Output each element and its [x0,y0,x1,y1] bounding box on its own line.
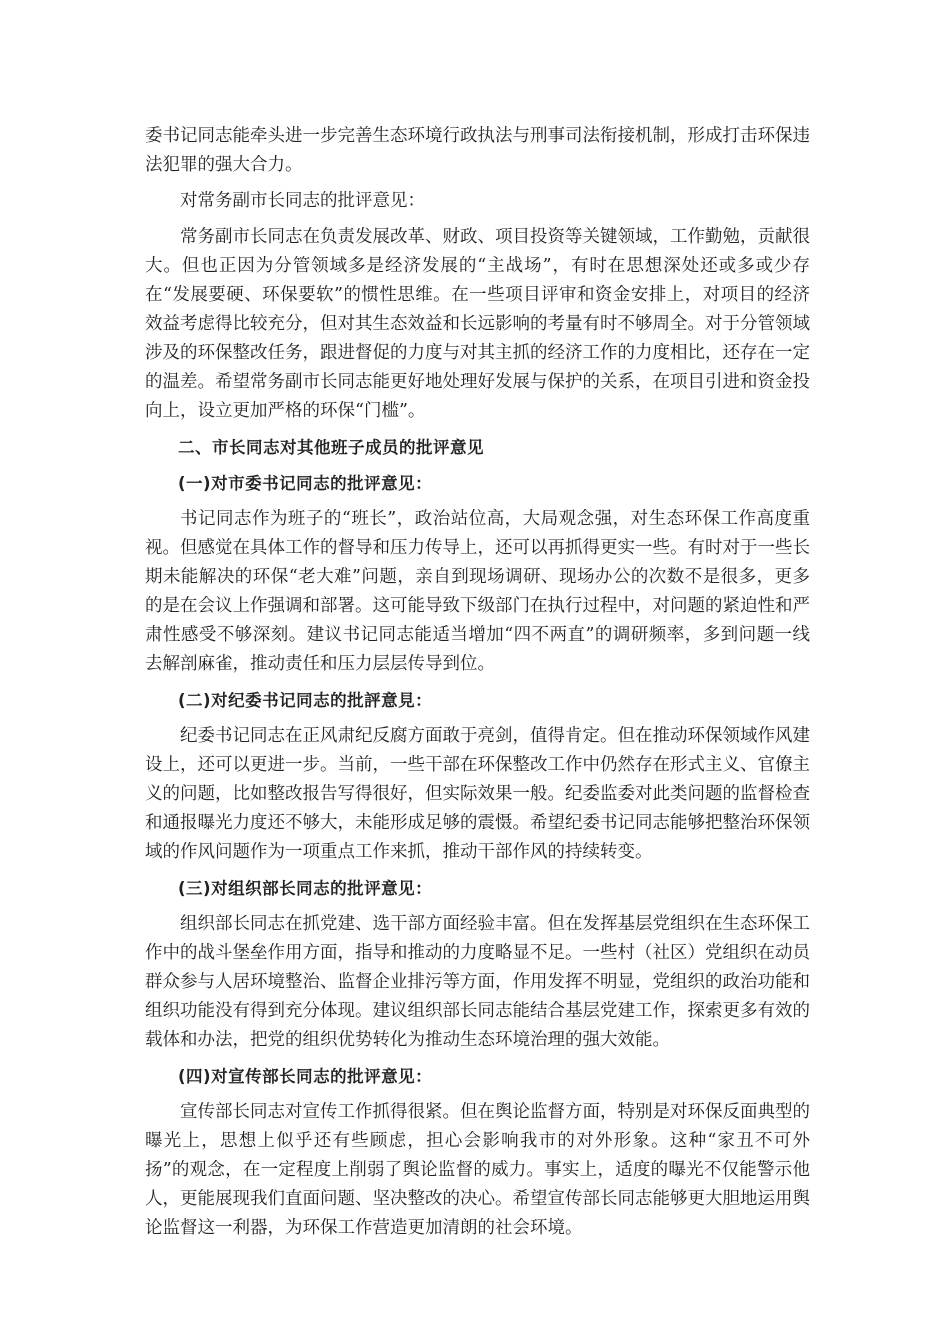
paragraph-discipline-secretary: 纪委书记同志在正风肃纪反腐方面敢于亮剑，值得肯定。但在推动环保领域作风建设上，还可以更进一步。当前，一些干部在环保整改工作中仍然存在形式主义、官僚主义的问题，比如整改报告写得很好，但实际效果一般。纪委监委对此类问题的监督检查和通报曝光力度还不够大，未能形成足够的震慑。希望纪委书记同志能够把整治环保领域的作风问题作为一项重点工作来抓，推动干部作风的持续转变。 [145,726,810,862]
subheading-propaganda-minister: (四)对宣传部长同志的批评意见： [178,1067,433,1086]
document-page [145,122,810,1250]
subheading-party-secretary: (一)对市委书记同志的批评意见： [178,474,433,493]
paragraph-intro-vice-mayor: 对常务副市长同志的批评意见： [180,191,425,211]
subheading-organization-minister: (三)对组织部长同志的批评意见： [178,879,433,898]
subheading-discipline-secretary: (二)对纪委书记同志的批評意見： [178,691,433,710]
paragraph-party-secretary: 书记同志作为班子的“班长”，政治站位高，大局观念强，对生态环保工作高度重视。但感觉在具体工作的督导和压力传导上，还可以再抓得更实一些。有时对于一些长期未能解决的环保“老大难”问题，亲自到现场调研、现场办公的次数不是很多，更多的是在会议上作强调和部署。这可能导致下级部门在执行过程中，对问题的紧迫性和严肃性感受不够深刻。建议书记同志能适当增加“四不两直”的调研频率，多到问题一线去解剖麻雀，推动责任和压力层层传导到位。 [145,509,810,674]
paragraph-propaganda-minister: 宣传部长同志对宣传工作抓得很紧。但在舆论监督方面，特别是对环保反面典型的曝光上，思想上似乎还有些顾虑，担心会影响我市的对外形象。这种“家丑不可外扬”的观念，在一定程度上削弱了舆论监督的威力。事实上，适度的曝光不仅能警示他人，更能展现我们直面问题、坚决整改的决心。希望宣传部长同志能够更大胆地运用舆论监督这一利器，为环保工作营造更加清朗的社会环境。 [145,1102,810,1238]
section-heading-2: 二、市长同志对其他班子成员的批评意见 [178,438,484,457]
paragraph-continuation: 委书记同志能牵头进一步完善生态环境行政执法与刑事司法衔接机制，形成打击环保违法犯罪的强大合力。 [145,126,810,175]
paragraph-vice-mayor: 常务副市长同志在负责发展改革、财政、项目投资等关键领域，工作勤勉，贡献很大。但也正因为分管领域多是经济发展的“主战场”，有时在思想深处还或多或少存在“发展要硬、环保要软”的惯性思维。在一些项目评审和资金安排上，对项目的经济效益考虑得比较充分，但对其生态效益和长远影响的考量有时不够周全。对于分管领域涉及的环保整改任务，跟进督促的力度与对其主抓的经济工作的力度相比，还存在一定的温差。希望常务副市长同志能更好地处理好发展与保护的关系，在项目引进和资金投向上，设立更加严格的环保“门槛”。 [145,227,810,421]
paragraph-organization-minister: 组织部长同志在抓党建、选干部方面经验丰富。但在发挥基层党组织在生态环保工作中的战斗堡垒作用方面，指导和推动的力度略显不足。一些村（社区）党组织在动员群众参与人居环境整治、监督企业排污等方面，作用发挥不明显，党组织的政治功能和组织功能没有得到充分体现。建议组织部长同志能结合基层党建工作，探索更多有效的载体和办法，把党的组织优势转化为推动生态环境治理的强大效能。 [145,914,810,1050]
